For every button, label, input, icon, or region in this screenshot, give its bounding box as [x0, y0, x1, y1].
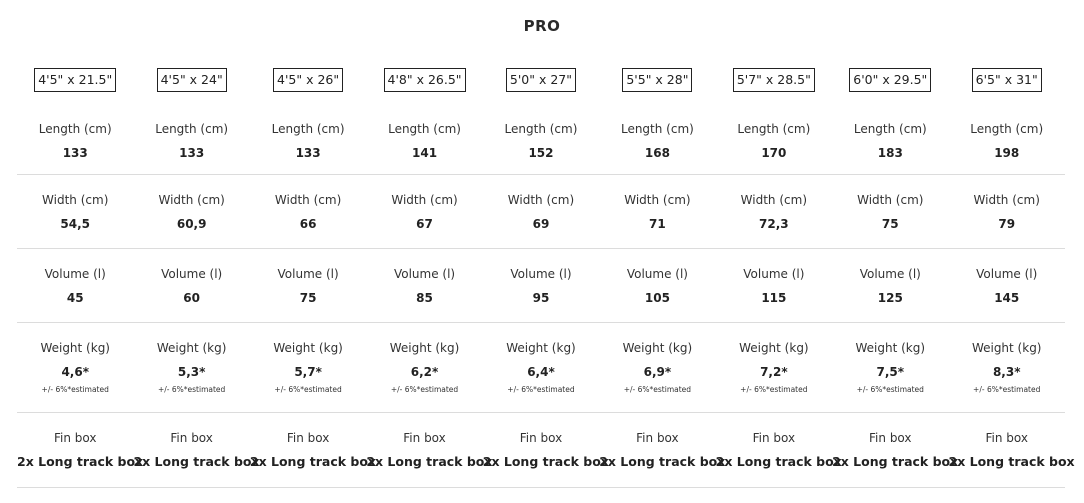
board-size-button[interactable]: 5'7" x 28.5" — [733, 68, 815, 92]
weight-value: 7,2* — [760, 365, 788, 379]
volume-value: 85 — [416, 291, 433, 305]
board-column-8 — [949, 68, 1065, 174]
weight-label: Weight (kg) — [855, 341, 926, 355]
width-cell — [366, 175, 482, 248]
spacer — [17, 137, 133, 145]
board-column-0 — [17, 68, 133, 174]
fin-label: Fin box — [286, 431, 330, 445]
board-size-button[interactable]: 4'5" x 24" — [157, 68, 227, 92]
weight-cell — [250, 323, 366, 412]
spacer — [133, 282, 249, 290]
size-selector-wrap — [17, 68, 133, 92]
weight-value: 8,3* — [992, 365, 1021, 379]
volume-value: 125 — [877, 291, 903, 305]
weight-note: +/- 6%*estimated — [157, 385, 226, 394]
weight-label: Weight (kg) — [389, 341, 460, 355]
length-value: 170 — [761, 146, 787, 160]
fin-cell — [832, 413, 959, 487]
weight-cell — [716, 323, 832, 412]
spacer — [716, 356, 832, 364]
size-selector-wrap — [949, 68, 1065, 92]
volume-label: Volume (l) — [976, 267, 1038, 281]
board-column-3 — [366, 68, 482, 174]
board-size-button[interactable]: 4'8" x 26.5" — [384, 68, 466, 92]
weight-label: Weight (kg) — [506, 341, 576, 355]
width-value: 66 — [299, 217, 317, 231]
weight-value: 7,5* — [876, 365, 905, 379]
length-value: 133 — [179, 146, 205, 160]
fin-value: 2x Long track box — [715, 454, 842, 469]
weight-value: 5,3* — [177, 365, 206, 379]
weight-cell — [949, 323, 1065, 412]
width-label: Width (cm) — [973, 193, 1040, 207]
fin-value: 2x Long track box — [249, 454, 376, 469]
spacer — [716, 282, 832, 290]
width-value: 75 — [881, 217, 899, 231]
fin-label: Fin box — [519, 431, 563, 445]
weight-note: +/- 6%*estimated — [856, 385, 924, 394]
spacer — [716, 137, 832, 145]
volume-label: Volume (l) — [743, 267, 805, 281]
fin-cell — [599, 413, 726, 487]
length-value: 141 — [412, 146, 438, 160]
spacer — [599, 208, 715, 216]
length-label: Length (cm) — [737, 122, 811, 136]
fin-value: 2x Long track box — [948, 454, 1075, 469]
fin-cell — [715, 413, 842, 487]
weight-cell — [483, 323, 599, 412]
volume-cell — [366, 249, 482, 322]
spacer — [133, 356, 249, 364]
volume-value: 45 — [66, 291, 84, 305]
size-selector-wrap — [832, 68, 948, 92]
weight-value: 6,9* — [643, 365, 672, 379]
volume-row — [17, 249, 1065, 323]
length-label: Length (cm) — [388, 122, 461, 136]
fin-cell — [366, 413, 493, 487]
board-size-button[interactable]: 4'5" x 21.5" — [34, 68, 116, 92]
volume-label: Volume (l) — [393, 267, 456, 281]
size-selector-wrap — [599, 68, 715, 92]
spacer — [949, 137, 1065, 145]
volume-cell — [949, 249, 1065, 322]
width-cell — [17, 175, 133, 248]
spacer — [17, 208, 133, 216]
fin-label: Fin box — [403, 431, 446, 445]
length-label: Length (cm) — [504, 122, 578, 136]
spacer — [483, 137, 599, 145]
board-size-button[interactable]: 5'5" x 28" — [622, 68, 692, 92]
spacer — [599, 356, 715, 364]
spacer — [483, 446, 599, 454]
spacer — [366, 208, 482, 216]
length-value: 152 — [528, 146, 554, 160]
spacer — [599, 137, 715, 145]
weight-cell — [832, 323, 948, 412]
width-label: Width (cm) — [740, 193, 807, 207]
spacer — [133, 208, 249, 216]
weight-note: +/- 6%*estimated — [973, 385, 1041, 394]
weight-cell — [599, 323, 715, 412]
fin-cell — [17, 413, 144, 487]
spacer — [250, 356, 366, 364]
fin-label: Fin box — [170, 431, 213, 445]
size-selector-wrap — [483, 68, 599, 92]
spacer — [832, 356, 948, 364]
spacer — [832, 282, 948, 290]
spacer — [17, 356, 133, 364]
length-label: Length (cm) — [853, 122, 927, 136]
width-cell — [483, 175, 599, 248]
weight-value: 4,6* — [61, 365, 89, 379]
spacer — [599, 282, 715, 290]
volume-label: Volume (l) — [44, 267, 106, 281]
weight-cell — [17, 323, 133, 412]
length-value: 183 — [877, 146, 903, 160]
spacer — [716, 446, 832, 454]
length-label: Length (cm) — [271, 122, 345, 136]
width-label: Width (cm) — [158, 193, 225, 207]
spacer — [366, 356, 482, 364]
weight-cell — [366, 323, 482, 412]
weight-note: +/- 6%*estimated — [41, 385, 109, 394]
spacer — [250, 282, 366, 290]
board-column-2 — [250, 68, 366, 174]
volume-label: Volume (l) — [277, 267, 339, 281]
fin-label: Fin box — [985, 431, 1028, 445]
spacer — [366, 137, 482, 145]
weight-label: Weight (kg) — [273, 341, 343, 355]
spacer — [366, 446, 482, 454]
length-label: Length (cm) — [155, 122, 229, 136]
width-value: 54,5 — [60, 217, 91, 231]
board-column-6 — [716, 68, 832, 174]
length-label: Length (cm) — [38, 122, 112, 136]
length-value: 133 — [62, 146, 88, 160]
weight-label: Weight (kg) — [739, 341, 809, 355]
weight-label: Weight (kg) — [40, 341, 110, 355]
volume-cell — [599, 249, 715, 322]
spacer — [483, 208, 599, 216]
volume-label: Volume (l) — [626, 267, 688, 281]
width-label: Width (cm) — [507, 193, 575, 207]
weight-note: +/- 6%*estimated — [740, 385, 808, 394]
spacer — [250, 208, 366, 216]
weight-note: +/- 6%*estimated — [507, 385, 575, 394]
fin-label: Fin box — [752, 431, 796, 445]
weight-row — [17, 323, 1065, 413]
width-cell — [832, 175, 948, 248]
weight-cell — [133, 323, 249, 412]
board-column-5 — [599, 68, 715, 174]
weight-label: Weight (kg) — [971, 341, 1042, 355]
width-cell — [250, 175, 366, 248]
spacer — [133, 137, 249, 145]
fin-label: Fin box — [869, 431, 912, 445]
length-row — [17, 68, 1065, 175]
board-size-button[interactable]: 4'5" x 26" — [273, 68, 343, 92]
board-size-button[interactable]: 5'0" x 27" — [506, 68, 576, 92]
volume-cell — [17, 249, 133, 322]
width-cell — [599, 175, 715, 248]
fin-cell — [482, 413, 609, 487]
width-value: 79 — [998, 217, 1016, 231]
length-value: 168 — [644, 146, 670, 160]
length-value: 198 — [994, 146, 1020, 160]
fin-value: 2x Long track box — [599, 454, 726, 469]
spacer — [599, 446, 715, 454]
volume-cell — [250, 249, 366, 322]
width-value: 60,9 — [176, 217, 207, 231]
length-label: Length (cm) — [970, 122, 1044, 136]
fin-cell — [133, 413, 260, 487]
size-selector-wrap — [133, 68, 249, 92]
board-column-7 — [832, 68, 948, 174]
volume-value: 115 — [761, 291, 787, 305]
weight-value: 6,4* — [527, 365, 555, 379]
width-value: 67 — [416, 217, 433, 231]
width-value: 72,3 — [759, 217, 789, 231]
volume-value: 105 — [644, 291, 670, 305]
fin-label: Fin box — [636, 431, 679, 445]
weight-note: +/- 6%*estimated — [623, 385, 692, 394]
spacer — [17, 446, 133, 454]
weight-value: 6,2* — [410, 365, 439, 379]
size-selector-wrap — [250, 68, 366, 92]
page-title: PRO — [523, 17, 561, 35]
volume-value: 75 — [299, 291, 317, 305]
spacer — [17, 282, 133, 290]
spacer — [949, 446, 1065, 454]
spacer — [483, 282, 599, 290]
volume-cell — [832, 249, 948, 322]
width-label: Width (cm) — [624, 193, 691, 207]
fin-row — [17, 413, 1075, 488]
volume-cell — [133, 249, 249, 322]
weight-value: 5,7* — [294, 365, 322, 379]
spec-table — [17, 68, 1075, 488]
fin-value: 2x Long track box — [133, 454, 260, 469]
board-column-1 — [133, 68, 249, 174]
volume-cell — [716, 249, 832, 322]
width-value: 69 — [532, 217, 550, 231]
spacer — [832, 137, 948, 145]
volume-label: Volume (l) — [510, 267, 572, 281]
width-cell — [949, 175, 1065, 248]
spacer — [949, 356, 1065, 364]
fin-value: 2x Long track box — [366, 454, 493, 469]
weight-label: Weight (kg) — [156, 341, 227, 355]
fin-cell — [948, 413, 1075, 487]
weight-note: +/- 6%*estimated — [274, 385, 342, 394]
volume-cell — [483, 249, 599, 322]
width-row — [17, 175, 1065, 249]
volume-value: 60 — [183, 291, 200, 305]
spacer — [250, 446, 366, 454]
board-column-4 — [483, 68, 599, 174]
weight-note: +/- 6%*estimated — [390, 385, 459, 394]
volume-value: 145 — [994, 291, 1020, 305]
length-value: 133 — [295, 146, 321, 160]
width-label: Width (cm) — [857, 193, 924, 207]
fin-cell — [249, 413, 376, 487]
weight-label: Weight (kg) — [622, 341, 693, 355]
width-label: Width (cm) — [274, 193, 342, 207]
spacer — [250, 137, 366, 145]
spacer — [366, 282, 482, 290]
fin-value: 2x Long track box — [832, 454, 959, 469]
board-size-button[interactable]: 6'0" x 29.5" — [849, 68, 931, 92]
board-size-button[interactable]: 6'5" x 31" — [972, 68, 1042, 92]
spacer — [716, 208, 832, 216]
spacer — [949, 282, 1065, 290]
width-label: Width (cm) — [391, 193, 458, 207]
spacer — [483, 356, 599, 364]
volume-label: Volume (l) — [161, 267, 223, 281]
size-selector-wrap — [716, 68, 832, 92]
width-cell — [133, 175, 249, 248]
size-selector-wrap — [366, 68, 482, 92]
spacer — [133, 446, 249, 454]
spacer — [832, 446, 948, 454]
volume-label: Volume (l) — [859, 267, 921, 281]
length-label: Length (cm) — [620, 122, 694, 136]
fin-value: 2x Long track box — [482, 454, 609, 469]
spacer — [949, 208, 1065, 216]
width-label: Width (cm) — [42, 193, 109, 207]
width-cell — [716, 175, 832, 248]
fin-value: 2x Long track box — [17, 454, 144, 469]
spacer — [832, 208, 948, 216]
width-value: 71 — [649, 217, 666, 231]
fin-label: Fin box — [53, 431, 97, 445]
volume-value: 95 — [532, 291, 550, 305]
